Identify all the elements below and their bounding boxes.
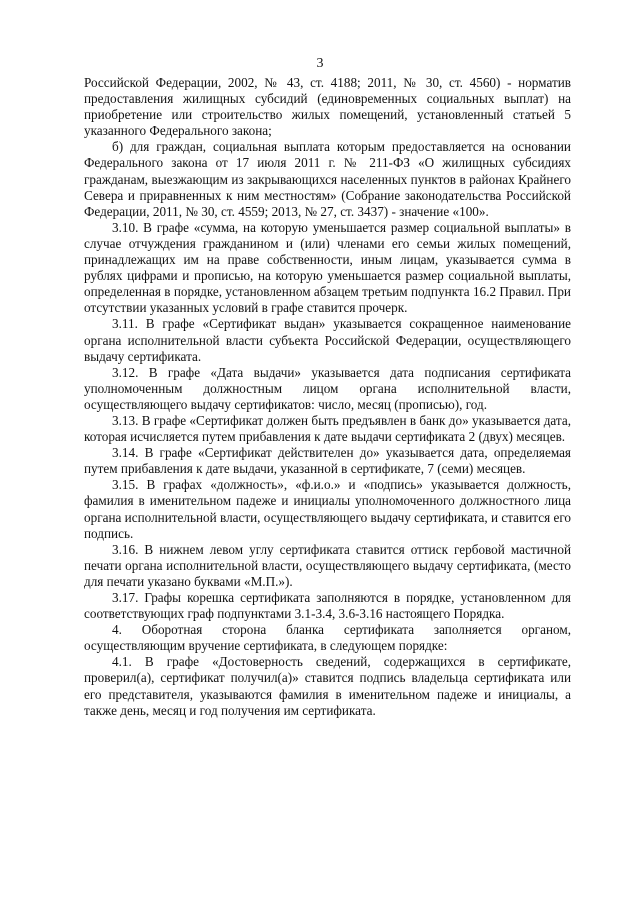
paragraph-3-14: 3.14. В графе «Сертификат действителен до» указывается дата, определяемая путем прибавления к дате выдачи, указанной в сертификате, 7 (семи) месяцев. [84, 445, 571, 477]
page-number: 3 [316, 56, 324, 71]
paragraph-3-16: 3.16. В нижнем левом углу сертификата ставится оттиск гербовой мастичной печати органа исполнительной власти, осуществляющего выдачу сертификата, (место для печати указано буквами «М.П.»). [84, 541, 571, 589]
paragraph-3-10: 3.10. В графе «сумма, на которую уменьшается размер социальной выплаты» в случае отчуждения гражданином и (или) членами его семьи жилых помещений, принадлежащих им на праве собственности, иным лицам, указывается сумма в рублях цифрами и прописью, на которую уменьшается размер социальной выплаты, определенная в порядке, установленном абзацем третьим подпункта 16.2 Правил. При отсутствии указанных условий в графе ставится прочерк. [84, 219, 571, 316]
paragraph-3-12: 3.12. В графе «Дата выдачи» указывается дата подписания сертификата уполномоченным должностным лицом органа исполнительной власти, осуществляющего выдачу сертификатов: число, месяц (прописью), год. [84, 364, 571, 412]
paragraph-continuation: Российской Федерации, 2002, № 43, ст. 4188; 2011, № 30, ст. 4560) - норматив предоставления жилищных субсидий (единовременных социальных выплат) на приобретение или строительство жилых помещений, установленный статьей 5 указанного Федерального закона; [84, 75, 571, 139]
paragraph-subitem-b: б) для граждан, социальная выплата которым предоставляется на основании Федерального закона от 17 июля 2011 г. № 211-ФЗ «О жилищных субсидиях гражданам, выезжающим из закрывающихся населенных пунктов в районах Крайнего Севера и приравненных к ним местностям» (Собрание законодательства Российской Федерации, 2011, № 30, ст. 4559; 2013, № 27, ст. 3437) - значение «100». [84, 139, 571, 219]
document-body [84, 75, 571, 719]
paragraph-3-13: 3.13. В графе «Сертификат должен быть предъявлен в банк до» указывается дата, которая исчисляется путем прибавления к дате выдачи сертификата 2 (двух) месяцев. [84, 412, 571, 445]
paragraph-3-17: 3.17. Графы корешка сертификата заполняются в порядке, установленном для соответствующих граф подпунктами 3.1-3.4, 3.6-3.16 настоящего Порядка. [84, 590, 571, 622]
paragraph-4-1: 4.1. В графе «Достоверность сведений, содержащихся в сертификате, проверил(а), сертификат получил(а)» ставится подпись владельца сертификата или его представителя, указываются фамилия в именительном падеже и инициалы, а также день, месяц и год получения им сертификата. [84, 654, 571, 718]
paragraph-3-15: 3.15. В графах «должность», «ф.и.о.» и «подпись» указывается должность, фамилия в именительном падеже и инициалы уполномоченного должностного лица органа исполнительной власти, осуществляющего выдачу сертификата, и ставится его подпись. [84, 477, 571, 541]
paragraph-4: 4. Оборотная сторона бланка сертификата заполняется органом, осуществляющим вручение сертификата, в следующем порядке: [84, 622, 571, 654]
paragraph-3-11: 3.11. В графе «Сертификат выдан» указывается сокращенное наименование органа исполнительной власти субъекта Российской Федерации, осуществляющего выдачу сертификата. [84, 316, 571, 364]
